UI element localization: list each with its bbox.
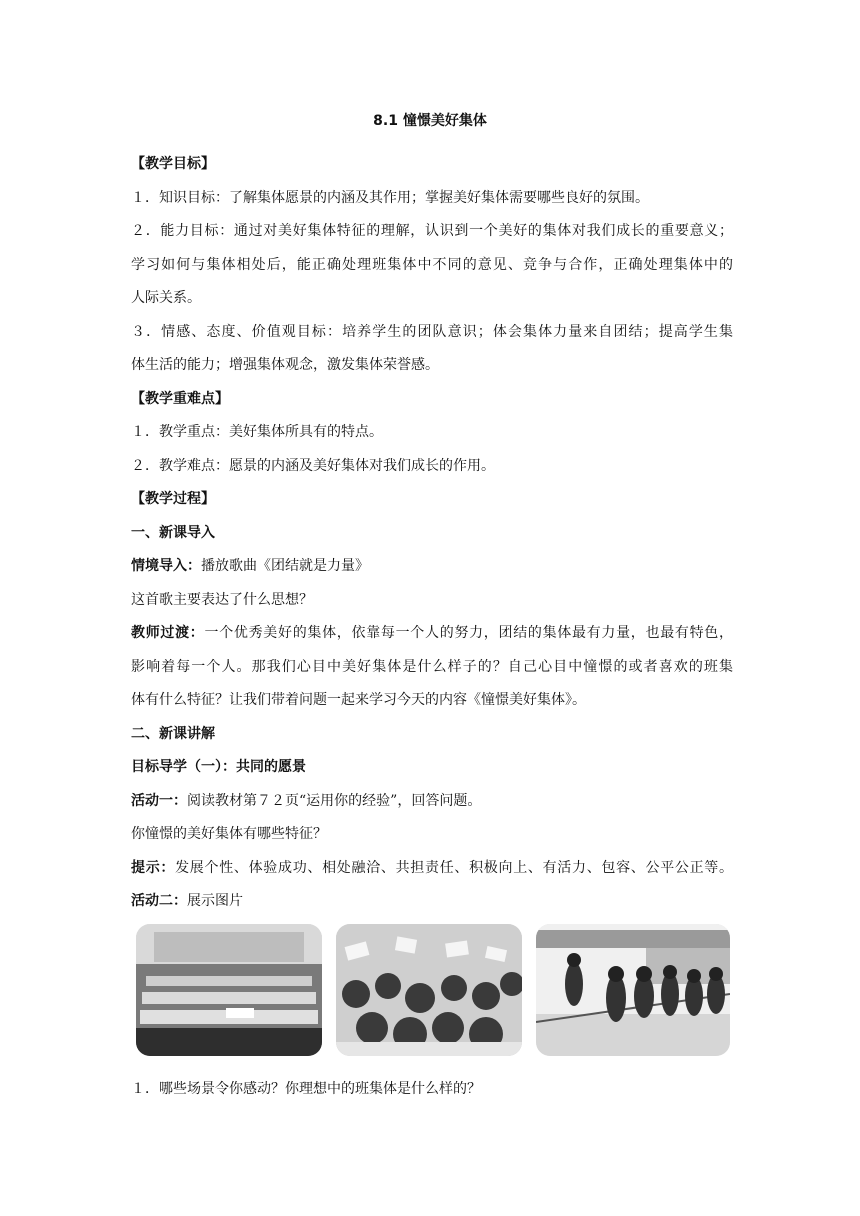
line-text: 【教学过程】 — [131, 491, 215, 507]
line-text: 【教学目标】 — [131, 156, 215, 172]
text-line — [131, 249, 733, 283]
lead-label: 教师过渡： — [131, 625, 205, 641]
line-text: ２．教学难点：愿景的内涵及美好集体对我们成长的作用。 — [131, 457, 495, 474]
tug-of-war-photo — [536, 924, 730, 1056]
line-text: １．教学重点：美好集体所具有的特点。 — [131, 424, 383, 440]
line-text: 一个优秀美好的集体，依靠每一个人的努力，团结的集体最有力量，也最有特色， — [204, 625, 733, 641]
line-text: 二、新课讲解 — [131, 725, 215, 742]
text-line — [131, 550, 733, 584]
text-line — [131, 651, 733, 685]
line-text: 人际关系。 — [131, 290, 201, 306]
text-line — [131, 852, 733, 886]
text-line — [131, 215, 733, 249]
text-line — [131, 349, 733, 383]
line-text: 播放歌曲《团结就是力量》 — [201, 558, 369, 574]
line-text: 这首歌主要表达了什么思想？ — [131, 591, 313, 608]
text-line — [131, 517, 733, 551]
text-line — [131, 751, 733, 785]
line-text: １．知识目标：了解集体愿景的内涵及其作用；掌握美好集体需要哪些良好的氛围。 — [131, 189, 649, 206]
text-line — [131, 316, 733, 350]
text-line — [131, 617, 733, 651]
line-text: ２．能力目标：通过对美好集体特征的理解，认识到一个美好的集体对我们成长的重要意义； — [131, 223, 733, 239]
lead-label: 情境导入： — [131, 558, 201, 574]
line-text: 体有什么特征？让我们带着问题一起来学习今天的内容《憧憬美好集体》。 — [131, 692, 586, 708]
photo-row — [131, 924, 733, 1056]
line-text: 影响着每一个人。那我们心目中美好集体是什么样子的？自己心目中憧憬的或者喜欢的班集 — [131, 658, 733, 675]
line-text: 学习如何与集体相处后，能正确处理班集体中不同的意见、竞争与合作，正确处理集体中的 — [131, 256, 733, 273]
lead-label: 提示： — [131, 859, 176, 876]
text-line — [131, 182, 733, 216]
text-line — [131, 416, 733, 450]
discussion-question: １．哪些场景令你感动？你理想中的班集体是什么样的？ — [131, 1081, 481, 1097]
line-text: 体生活的能力；增强集体观念，激发集体荣誉感。 — [131, 357, 439, 373]
text-line — [131, 718, 733, 752]
text-line — [131, 684, 733, 718]
line-text: 阅读教材第７２页“运用你的经验”，回答问题。 — [187, 792, 482, 809]
text-line — [131, 148, 733, 182]
text-line — [131, 818, 733, 852]
lead-label: 活动二： — [131, 893, 187, 909]
text-line — [131, 885, 733, 919]
line-text: 你憧憬的美好集体有哪些特征？ — [131, 826, 327, 842]
text-line — [131, 584, 733, 618]
line-text: 目标导学（一）：共同的愿景 — [131, 759, 306, 775]
text-line — [131, 383, 733, 417]
class-group-photo — [136, 924, 322, 1056]
document-body — [131, 148, 733, 919]
text-line — [131, 282, 733, 316]
cheering-students-photo — [336, 924, 522, 1056]
page-title: 8.1 憧憬美好集体 — [373, 113, 487, 129]
line-text: 发展个性、体验成功、相处融洽、共担责任、积极向上、有活力、包容、公平公正等。 — [175, 859, 734, 876]
line-text: ３．情感、态度、价值观目标：培养学生的团队意识；体会集体力量来自团结；提高学生集 — [131, 323, 733, 340]
lead-label: 活动一： — [131, 792, 187, 809]
text-line — [131, 483, 733, 517]
line-text: 展示图片 — [187, 893, 243, 909]
line-text: 一、新课导入 — [131, 524, 215, 541]
text-line — [131, 450, 733, 484]
text-line — [131, 785, 733, 819]
line-text: 【教学重难点】 — [131, 390, 229, 407]
